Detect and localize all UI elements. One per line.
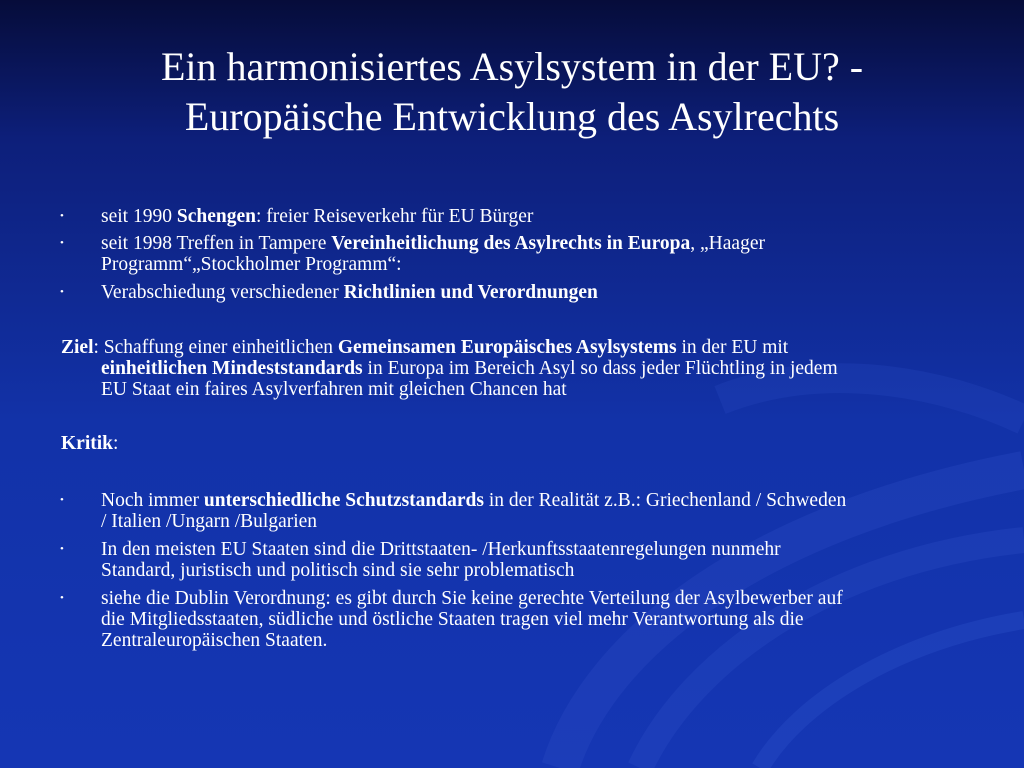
bullet-tampere-line-2: Programm“„Stockholmer Programm“: (101, 254, 402, 275)
text-segment: in der EU mit (676, 337, 789, 358)
ziel-line-3: EU Staat ein faires Asylverfahren mit gleichen Chancen hat (101, 379, 567, 400)
kritik-bullet-drittstaaten: In den meisten EU Staaten sind die Drittstaaten- /Herkunftsstaatenregelungen nunmehr (101, 539, 781, 560)
text-segment: : freier Reiseverkehr für EU Bürger (255, 206, 534, 227)
bullet-marker: • (60, 592, 64, 604)
bullet-marker: • (60, 286, 64, 298)
kritik-bullet-dublin: siehe die Dublin Verordnung: es gibt durch Sie keine gerechte Verteilung der Asylbewerber auf (101, 588, 843, 609)
ziel-line-2 (101, 358, 838, 379)
kritik-bullet-dublin-line-2: die Mitgliedsstaaten, südliche und östliche Staaten tragen viel mehr Verantwortung als die (101, 609, 804, 630)
bold-term: Vereinheitlichung des Asylrechts in Europa (331, 233, 691, 254)
title-line-1: Ein harmonisiertes Asylsystem in der EU? - (160, 44, 864, 89)
text-segment: , „Haager (690, 233, 765, 254)
bold-term: unterschiedliche Schutzstandards (203, 490, 484, 511)
bullet-marker: • (60, 494, 64, 506)
bold-term: Schengen (176, 206, 256, 227)
bullet-tampere (101, 233, 765, 254)
text-segment: Verabschiedung verschiedener (101, 282, 344, 303)
bullet-marker: • (60, 237, 64, 249)
bullet-schengen (101, 206, 533, 227)
kritik-heading (61, 433, 118, 454)
text-segment: in der Realität z.B.: Griechenland / Schweden (483, 490, 847, 511)
kritik-label: Kritik (61, 433, 113, 454)
ziel-paragraph (61, 337, 788, 358)
bold-term: einheitlichen Mindeststandards (101, 358, 363, 379)
kritik-bullet-drittstaaten-line-2: Standard, juristisch und politisch sind sie sehr problematisch (101, 560, 575, 581)
bold-term: Gemeinsamen Europäisches Asylsystems (337, 337, 677, 358)
bullet-richtlinien (101, 282, 598, 303)
kritik-bullet-dublin-line-3: Zentraleuropäischen Staaten. (101, 630, 328, 651)
text-segment: seit 1998 Treffen in Tampere (101, 233, 332, 254)
text-segment: Noch immer (101, 490, 204, 511)
kritik-bullet-schutzstandards-line-2: / Italien /Ungarn /Bulgarien (101, 511, 318, 532)
bold-term: Richtlinien und Verordnungen (343, 282, 598, 303)
text-segment: seit 1990 (101, 206, 177, 227)
text-segment: : (113, 433, 119, 454)
title-line-2: Europäische Entwicklung des Asylrechts (184, 94, 840, 139)
bullet-marker: • (60, 543, 64, 555)
ziel-label: Ziel (61, 337, 94, 358)
text-segment: in Europa im Bereich Asyl so dass jeder Flüchtling in jedem (362, 358, 838, 379)
kritik-bullet-schutzstandards (101, 490, 846, 511)
text-segment: : Schaffung einer einheitlichen (93, 337, 338, 358)
bullet-marker: • (60, 210, 64, 222)
